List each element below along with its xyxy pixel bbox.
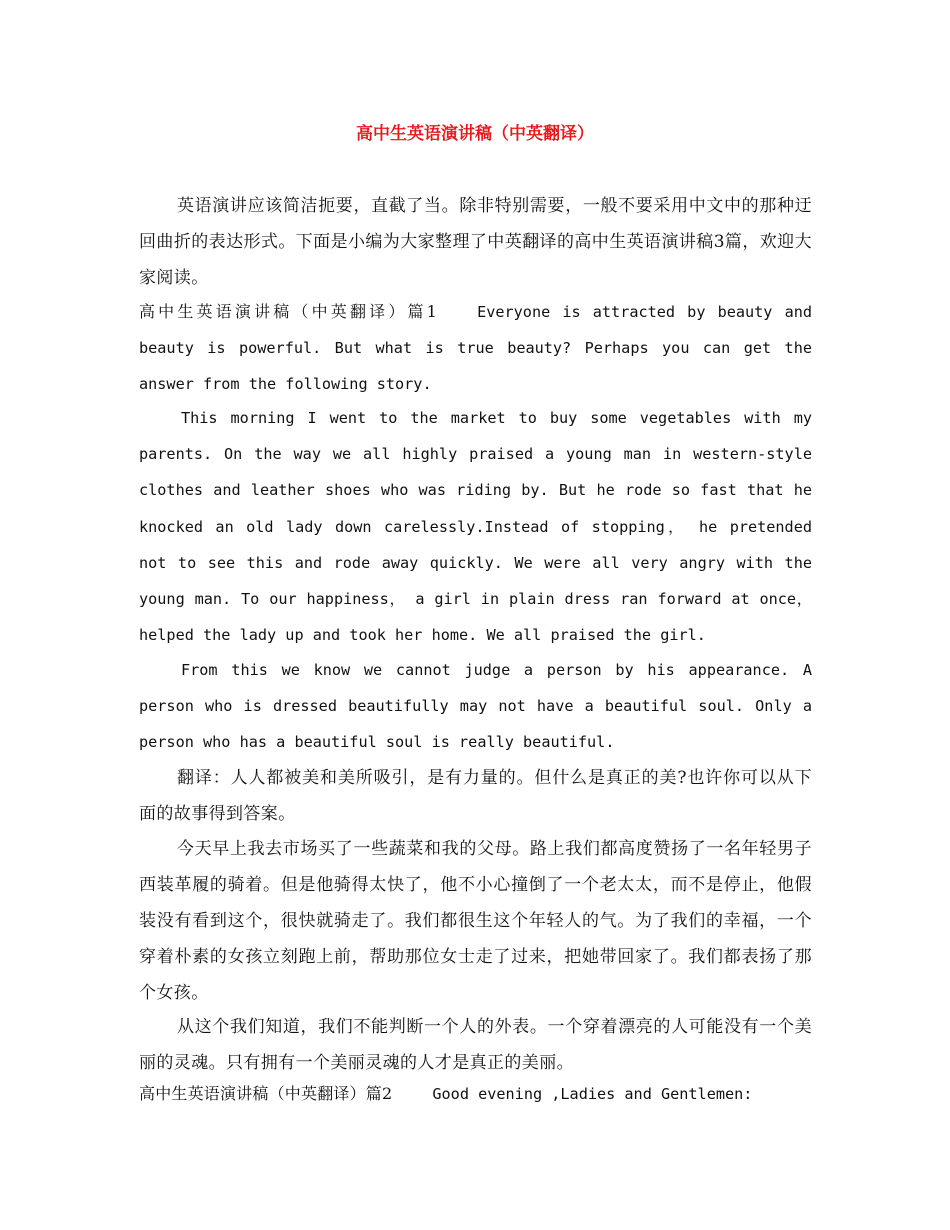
section-1-first-text: Everyone is attracted by beauty and beauty is powerful. But what is true beauty? Perhaps you can get the answer from the following story. <box>139 303 813 394</box>
section-2-heading: 高中生英语演讲稿（中英翻译）篇2 <box>139 1084 393 1103</box>
intro-paragraph: 英语演讲应该简洁扼要，直截了当。除非特别需要，一般不要采用中文中的那种迂回曲折的表达形式。下面是小编为大家整理了中英翻译的高中生英语演讲稿3篇，欢迎大家阅读。 <box>139 196 812 288</box>
document-title: 高中生英语演讲稿（中英翻译） <box>356 124 594 144</box>
english-story-paragraph: This morning I went to the market to buy some vegetables with my parents. On the way we all highly praised a young man in western-style clothes and leather shoes who was riding by. But he rode so fast that he knocked an old lady down carelessly.Instead of stopping， he pretended not to see this and rode away quickly. We were all very angry with the young man. To our happiness， a girl in plain dress ran forward at once， helped the lady up and took her home. We all praised the girl. <box>139 409 812 645</box>
english-conclusion-paragraph: From this we know we cannot judge a person by his appearance. A person who is dressed beautifully may not have a beautiful soul. Only a person who has a beautiful soul is really beautiful. <box>139 661 812 752</box>
section-1-heading: 高中生英语演讲稿（中英翻译）篇1 <box>139 302 438 321</box>
translation-intro-paragraph: 翻译：人人都被美和美所吸引，是有力量的。但什么是真正的美?也许你可以从下面的故事得到答案。 <box>139 768 812 824</box>
translation-story-paragraph: 今天早上我去市场买了一些蔬菜和我的父母。路上我们都高度赞扬了一名年轻男子西装革履的骑着。但是他骑得太快了，他不小心撞倒了一个老太太，而不是停止，他假装没有看到这个，很快就骑走了。我们都很生这个年轻人的气。为了我们的幸福，一个穿着朴素的女孩立刻跑上前，帮助那位女士走了过来，把她带回家了。我们都表扬了那个女孩。 <box>139 839 812 1003</box>
section-2-first-paragraph <box>139 1076 812 1112</box>
translation-conclusion-paragraph: 从这个我们知道，我们不能判断一个人的外表。一个穿着漂亮的人可能没有一个美丽的灵魂。只有拥有一个美丽灵魂的人才是真正的美丽。 <box>139 1017 812 1073</box>
section-1-first-paragraph <box>139 294 812 403</box>
section-2-first-text: Good evening ,Ladies and Gentlemen: <box>432 1085 753 1103</box>
